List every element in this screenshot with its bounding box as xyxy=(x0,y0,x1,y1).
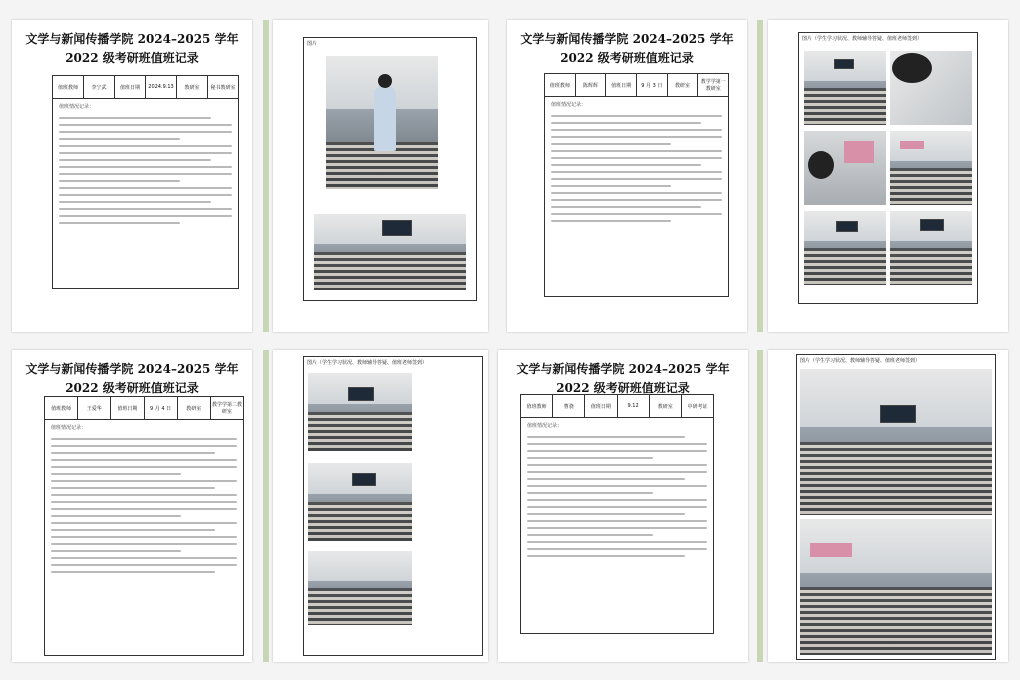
document-page-6 xyxy=(273,350,488,662)
body-text-lines xyxy=(527,436,707,557)
header-cell: 值班日期 xyxy=(606,74,637,96)
classroom-photo xyxy=(308,463,412,541)
page-gutter xyxy=(757,350,763,662)
header-cell: 值班教师 xyxy=(45,397,78,419)
header-cell: 教研室 xyxy=(177,76,208,98)
record-body xyxy=(521,418,713,566)
header-cell: 9 月 4 日 xyxy=(145,397,178,419)
photo-frame xyxy=(303,356,483,656)
header-cell: 教研室 xyxy=(178,397,211,419)
record-body xyxy=(53,99,238,233)
doc-title xyxy=(507,30,747,68)
record-table xyxy=(44,396,244,656)
photo-frame xyxy=(303,37,477,301)
header-cell: 9 月 3 日 xyxy=(637,74,668,96)
document-page-1 xyxy=(12,20,252,332)
body-text-lines xyxy=(51,438,237,573)
classroom-photo xyxy=(308,373,412,451)
title-line-2: 2022 级考研班值班记录 xyxy=(556,381,690,395)
header-cell: 值班日期 xyxy=(585,395,617,417)
classroom-photo xyxy=(890,131,972,205)
header-cell: 陈辉辉 xyxy=(576,74,607,96)
header-cell: 教学学第二教研室 xyxy=(211,402,242,415)
classroom-photo xyxy=(804,211,886,285)
record-table xyxy=(520,394,714,634)
header-cell: 值班教师 xyxy=(545,74,576,96)
classroom-photo xyxy=(326,56,438,189)
header-cell: 值班日期 xyxy=(115,76,146,98)
document-page-7 xyxy=(498,350,748,662)
doc-title xyxy=(12,30,252,68)
record-table xyxy=(544,73,729,297)
record-header-row xyxy=(545,74,728,97)
record-header-row xyxy=(45,397,243,420)
document-page-5 xyxy=(12,350,252,662)
header-cell: 曹骁 xyxy=(553,395,585,417)
record-body xyxy=(45,420,243,582)
body-text-lines xyxy=(59,117,232,224)
body-heading: 值班情况记录： xyxy=(59,104,95,110)
doc-title xyxy=(12,360,252,398)
document-page-4 xyxy=(768,20,1008,332)
page-gutter xyxy=(757,20,763,332)
photo-caption: 图片（学生学习状况、教师辅导答疑、值班老师签到） xyxy=(307,360,428,366)
photo-frame xyxy=(796,354,996,660)
record-table xyxy=(52,75,239,289)
document-page-8 xyxy=(768,350,1008,662)
classroom-photo xyxy=(890,51,972,125)
header-cell: 李宁武 xyxy=(84,76,115,98)
document-page-3 xyxy=(507,20,747,332)
classroom-photo xyxy=(800,519,992,655)
title-line-2: 2022 级考研班值班记录 xyxy=(65,51,199,65)
header-cell: 教研室 xyxy=(650,395,682,417)
body-heading: 值班情况记录： xyxy=(51,425,87,431)
header-cell: 值班教师 xyxy=(521,395,553,417)
header-cell: 王爱华 xyxy=(78,397,111,419)
header-cell: 秘书教研室 xyxy=(210,84,236,91)
doc-title xyxy=(498,360,748,398)
classroom-photo xyxy=(308,551,412,625)
title-line-1: 文学与新闻传播学院 2024–2025 学年 xyxy=(25,362,239,376)
title-line-2: 2022 级考研班值班记录 xyxy=(560,51,694,65)
header-cell: 值班教师 xyxy=(53,76,84,98)
header-cell: 2024.9.13 xyxy=(146,76,177,98)
classroom-photo xyxy=(314,214,466,290)
body-text-lines xyxy=(551,115,722,222)
header-cell: 值班日期 xyxy=(111,397,144,419)
photo-caption: 图片（学生学习状况、教师辅导答疑、值班老师签到） xyxy=(800,358,921,364)
classroom-photo xyxy=(800,369,992,515)
title-line-2: 2022 级考研班值班记录 xyxy=(65,381,199,395)
title-line-1: 文学与新闻传播学院 2024–2025 学年 xyxy=(25,32,239,46)
record-body xyxy=(545,97,728,231)
page-gutter xyxy=(263,350,269,662)
header-cell: 教研室 xyxy=(668,74,699,96)
photo-frame xyxy=(798,32,978,304)
header-cell: 中研考证 xyxy=(687,403,708,410)
header-cell: 9.12 xyxy=(618,395,650,417)
body-heading: 值班情况记录： xyxy=(527,423,563,429)
record-header-row xyxy=(521,395,713,418)
photo-caption: 图片 xyxy=(307,41,318,47)
page-gutter xyxy=(263,20,269,332)
classroom-photo xyxy=(804,51,886,125)
body-heading: 值班情况记录： xyxy=(551,102,587,108)
record-header-row xyxy=(53,76,238,99)
title-line-1: 文学与新闻传播学院 2024–2025 学年 xyxy=(516,362,730,376)
classroom-photo xyxy=(804,131,886,205)
classroom-photo xyxy=(890,211,972,285)
document-page-2 xyxy=(273,20,488,332)
header-cell: 教学学第一教研室 xyxy=(700,79,726,92)
photo-caption: 图片（学生学习状况、教师辅导答疑、值班老师签到） xyxy=(802,36,923,42)
title-line-1: 文学与新闻传播学院 2024–2025 学年 xyxy=(520,32,734,46)
